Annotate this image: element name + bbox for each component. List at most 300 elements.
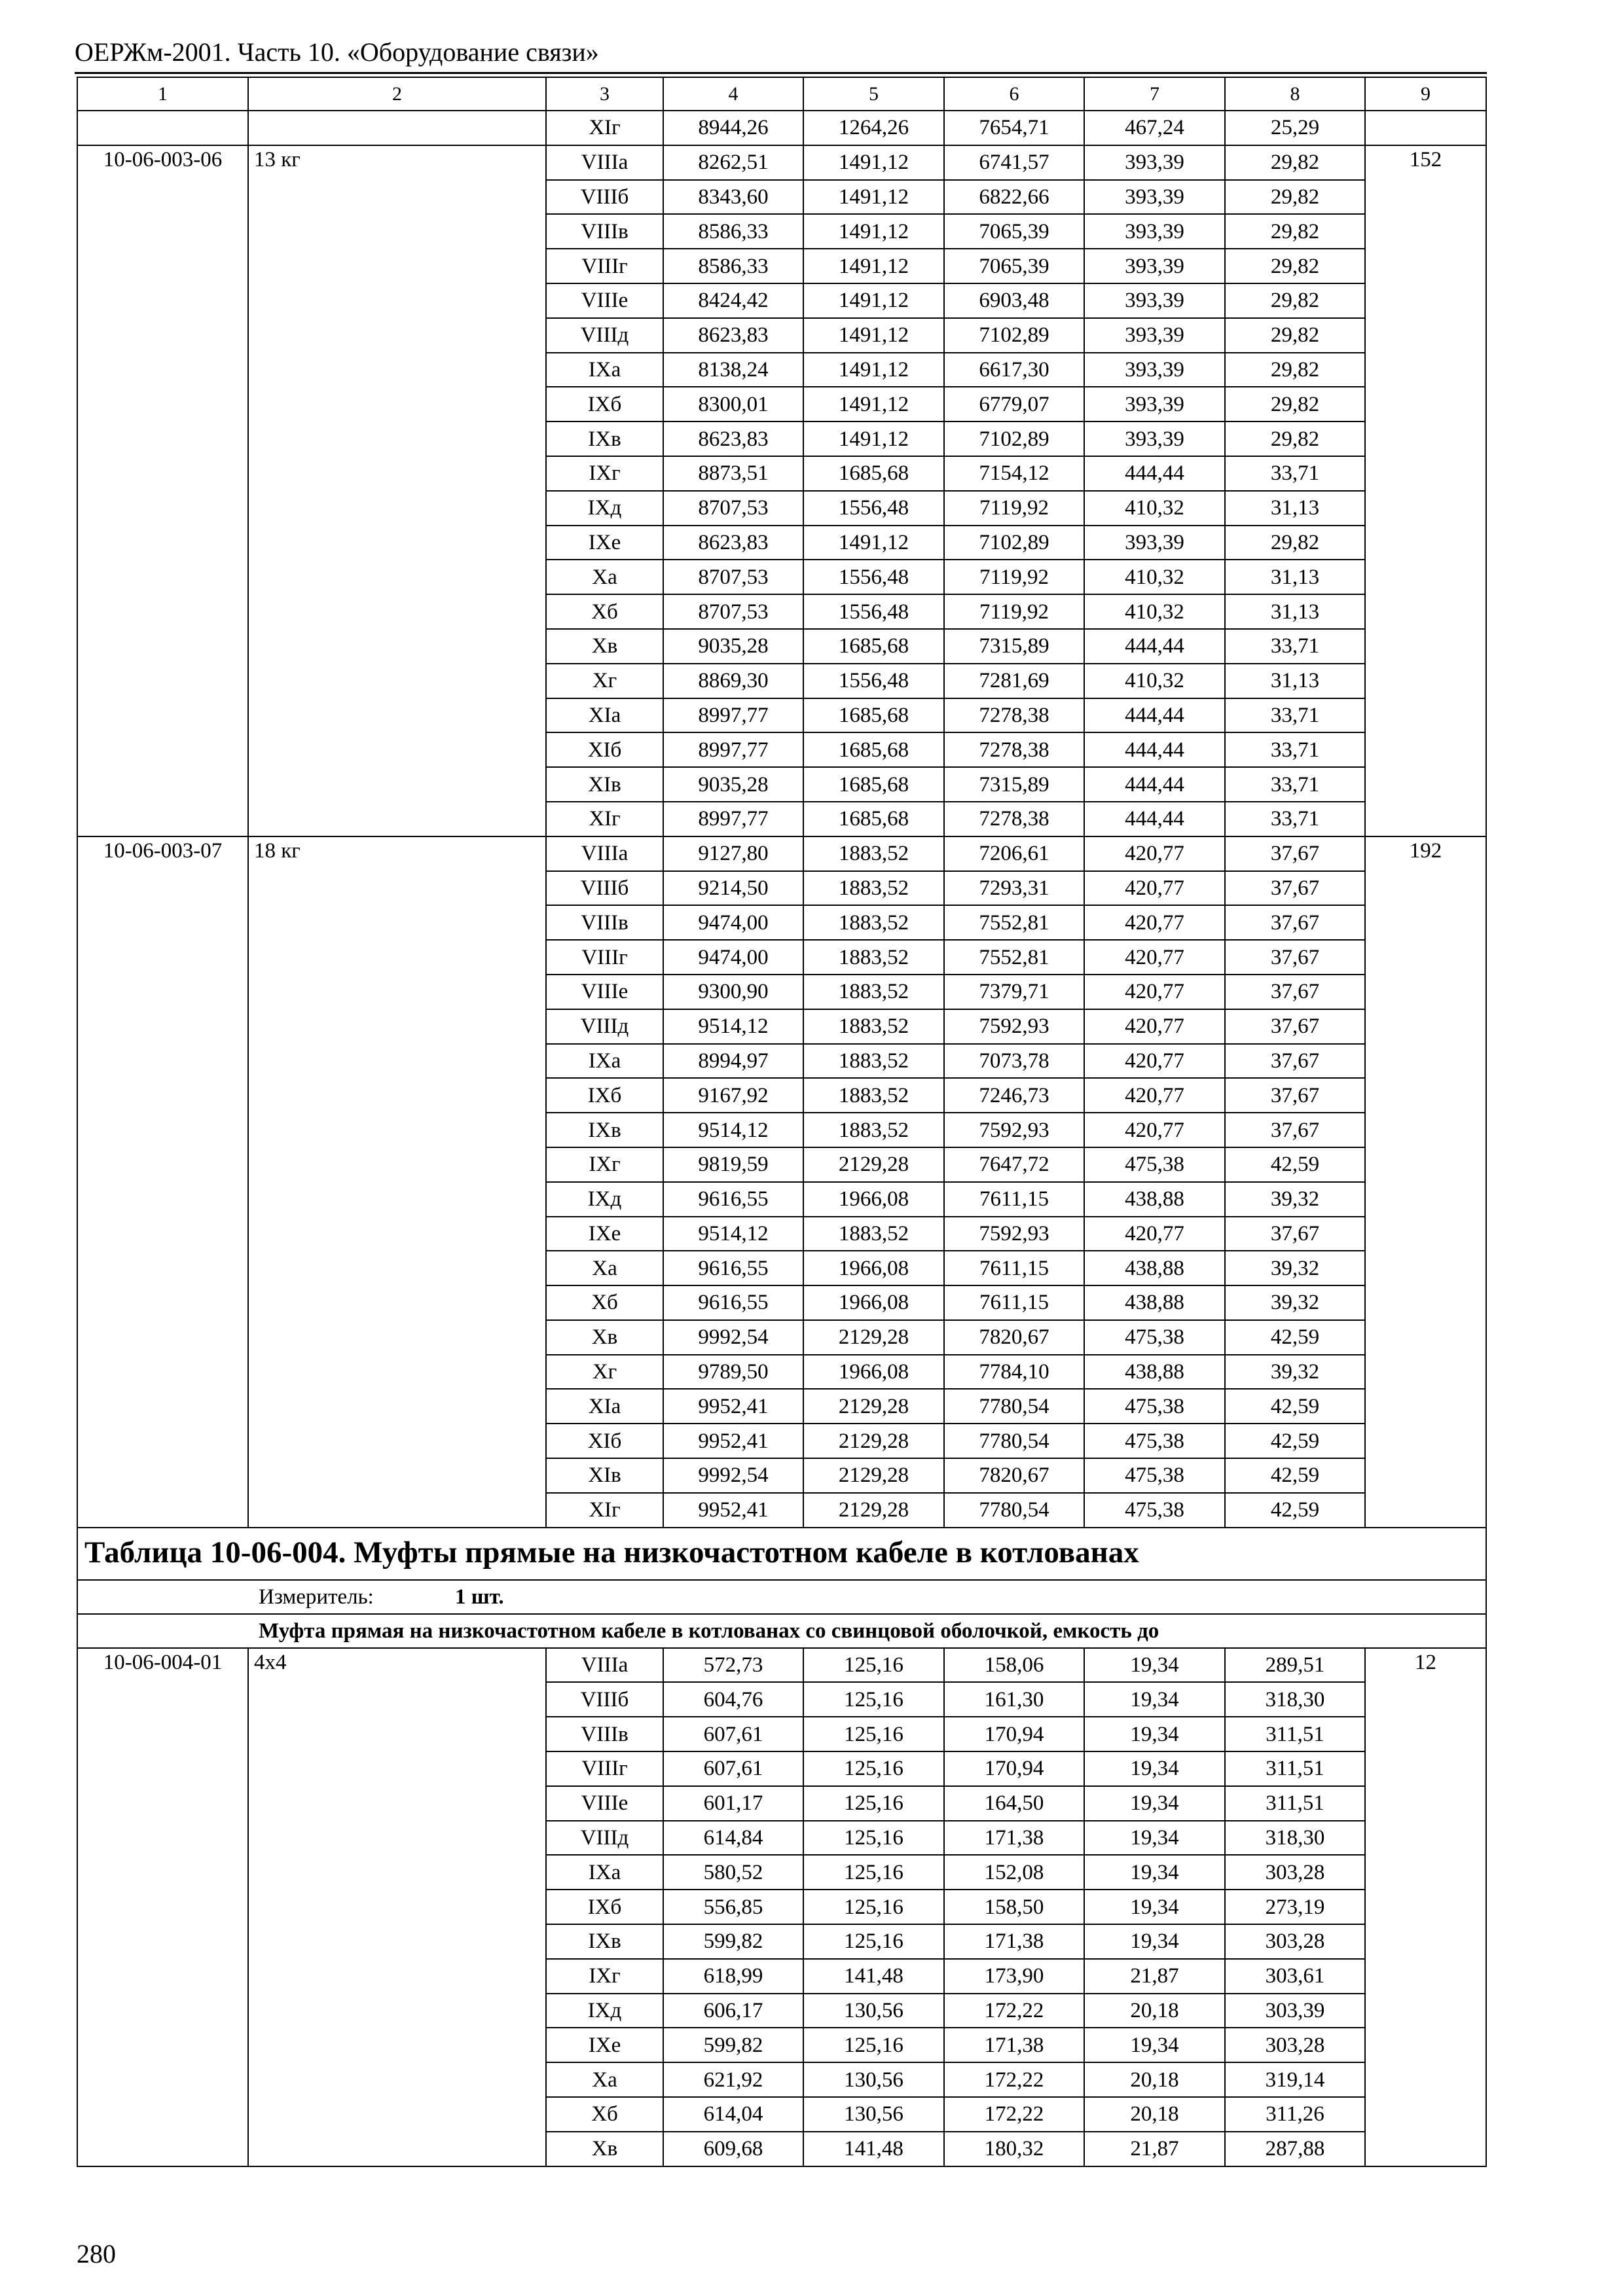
table-cell: 170,94 <box>944 1751 1084 1786</box>
table-cell: 7293,31 <box>944 871 1084 906</box>
table-cell: 8300,01 <box>663 387 803 422</box>
header-rule <box>75 72 1487 74</box>
table-cell: 1685,68 <box>803 629 944 664</box>
table-cell: 130,56 <box>803 2097 944 2132</box>
table-cell: 7780,54 <box>944 1424 1084 1458</box>
table-cell: 1883,52 <box>803 1044 944 1079</box>
table-cell: 33,71 <box>1225 767 1365 802</box>
table-cell: 31,13 <box>1225 491 1365 526</box>
table-cell: 125,16 <box>803 1786 944 1821</box>
table-cell: 9514,12 <box>663 1009 803 1044</box>
table-cell: 311,51 <box>1225 1717 1365 1751</box>
table-title-row <box>77 1528 1486 1580</box>
table-cell: 393,39 <box>1084 526 1225 560</box>
table-cell: 29,82 <box>1225 318 1365 353</box>
table-cell: 7654,71 <box>944 111 1084 145</box>
table-cell: 19,34 <box>1084 1855 1225 1890</box>
table-cell: 7780,54 <box>944 1493 1084 1528</box>
table-cell: 7102,89 <box>944 318 1084 353</box>
table-cell: 39,32 <box>1225 1285 1365 1320</box>
table-cell: 19,34 <box>1084 1786 1225 1821</box>
table-cell: 9127,80 <box>663 836 803 871</box>
measure-row <box>77 1580 1486 1614</box>
table-cell: 311,51 <box>1225 1786 1365 1821</box>
table-cell: 19,34 <box>1084 1682 1225 1717</box>
table-cell: 1883,52 <box>803 1078 944 1113</box>
table-cell: 37,67 <box>1225 975 1365 1009</box>
table-cell: 33,71 <box>1225 698 1365 733</box>
table-cell: IXе <box>546 2028 663 2062</box>
table-cell: 7278,38 <box>944 732 1084 767</box>
table-cell: 1491,12 <box>803 214 944 249</box>
table-cell: 1883,52 <box>803 940 944 975</box>
table-cell: 158,06 <box>944 1648 1084 1683</box>
table-cell: 152,08 <box>944 1855 1084 1890</box>
table-cell: 1883,52 <box>803 1113 944 1147</box>
table-cell: 467,24 <box>1084 111 1225 145</box>
table-cell: Xб <box>546 1285 663 1320</box>
table-cell: 287,88 <box>1225 2132 1365 2166</box>
table-cell: 8707,53 <box>663 594 803 629</box>
table-cell: 9992,54 <box>663 1458 803 1493</box>
column-number: 2 <box>248 77 546 111</box>
table-cell: 420,77 <box>1084 1217 1225 1251</box>
table-cell: 8424,42 <box>663 283 803 318</box>
item-col9: 12 <box>1365 1648 1486 2166</box>
table-cell: 7119,92 <box>944 491 1084 526</box>
table-cell: 125,16 <box>803 1821 944 1856</box>
table-cell: 601,17 <box>663 1786 803 1821</box>
table-cell: VIIIа <box>546 1648 663 1683</box>
table-cell: 444,44 <box>1084 732 1225 767</box>
table-cell: 8944,26 <box>663 111 803 145</box>
table-cell: 29,82 <box>1225 249 1365 283</box>
table-cell: 7820,67 <box>944 1458 1084 1493</box>
table-cell: 7278,38 <box>944 698 1084 733</box>
table-cell: 42,59 <box>1225 1458 1365 1493</box>
table-cell: 173,90 <box>944 1959 1084 1994</box>
table-cell: 1491,12 <box>803 353 944 387</box>
table-cell: 141,48 <box>803 2132 944 2166</box>
table-cell: 6822,66 <box>944 180 1084 215</box>
table-cell: 9992,54 <box>663 1320 803 1355</box>
table-cell: 8707,53 <box>663 560 803 594</box>
table-cell: 6903,48 <box>944 283 1084 318</box>
table-cell: Xб <box>546 2097 663 2132</box>
table-cell: 1685,68 <box>803 767 944 802</box>
table-cell: Xв <box>546 2132 663 2166</box>
table-cell: 37,67 <box>1225 1009 1365 1044</box>
table-cell: XIв <box>546 1458 663 1493</box>
table-cell: 410,32 <box>1084 560 1225 594</box>
table-cell: 1491,12 <box>803 145 944 180</box>
table-cell: IXа <box>546 1044 663 1079</box>
table-cell: 7784,10 <box>944 1355 1084 1390</box>
subheading-row <box>77 1614 1486 1648</box>
table-cell: 1883,52 <box>803 1217 944 1251</box>
table-cell: 42,59 <box>1225 1493 1365 1528</box>
table-cell: XIа <box>546 698 663 733</box>
table-cell: 1491,12 <box>803 249 944 283</box>
table-cell: VIIIв <box>546 214 663 249</box>
table-cell: 303,39 <box>1225 1994 1365 2028</box>
table-cell: 171,38 <box>944 1924 1084 1959</box>
table-cell: 572,73 <box>663 1648 803 1683</box>
table-cell: 318,30 <box>1225 1682 1365 1717</box>
table-cell: 9616,55 <box>663 1251 803 1285</box>
table-cell: 1883,52 <box>803 975 944 1009</box>
table-cell: 9474,00 <box>663 940 803 975</box>
table-cell: 29,82 <box>1225 353 1365 387</box>
table-cell: 7611,15 <box>944 1182 1084 1217</box>
table-cell: 130,56 <box>803 2062 944 2097</box>
measure-value: 1 шт. <box>455 1585 504 1609</box>
table-cell: 1556,48 <box>803 491 944 526</box>
table-cell: 37,67 <box>1225 905 1365 940</box>
table-cell: Xв <box>546 629 663 664</box>
table-cell: 125,16 <box>803 1924 944 1959</box>
table-cell: 303,28 <box>1225 1924 1365 1959</box>
table-cell: 37,67 <box>1225 940 1365 975</box>
table-cell: 8869,30 <box>663 664 803 698</box>
table-row <box>77 111 1486 145</box>
column-number: 9 <box>1365 77 1486 111</box>
table-cell: 1556,48 <box>803 560 944 594</box>
table-cell: Xг <box>546 1355 663 1390</box>
item-code: 10-06-004-01 <box>77 1648 248 2166</box>
table-cell: 8262,51 <box>663 145 803 180</box>
table-cell: 1966,08 <box>803 1251 944 1285</box>
table-title: Таблица 10-06-004. Муфты прямые на низкочастотном кабеле в котлованах <box>77 1528 1486 1580</box>
table-row <box>77 1648 1486 1683</box>
table-cell: 303,61 <box>1225 1959 1365 1994</box>
table-cell: 9167,92 <box>663 1078 803 1113</box>
table-cell: 8343,60 <box>663 180 803 215</box>
table-cell: 7611,15 <box>944 1285 1084 1320</box>
table-cell: 319,14 <box>1225 2062 1365 2097</box>
table-cell: 7154,12 <box>944 456 1084 491</box>
table-cell: 393,39 <box>1084 180 1225 215</box>
table-cell: 180,32 <box>944 2132 1084 2166</box>
column-number: 1 <box>77 77 248 111</box>
table-cell: 1685,68 <box>803 802 944 836</box>
table-cell: 1883,52 <box>803 905 944 940</box>
table-cell: 9789,50 <box>663 1355 803 1390</box>
table-cell: 420,77 <box>1084 1113 1225 1147</box>
table-cell: 125,16 <box>803 1648 944 1683</box>
table-cell: 29,82 <box>1225 387 1365 422</box>
table-cell: 420,77 <box>1084 905 1225 940</box>
table-cell: 614,84 <box>663 1821 803 1856</box>
table-cell: 444,44 <box>1084 456 1225 491</box>
table-cell: 2129,28 <box>803 1458 944 1493</box>
table-cell: 1491,12 <box>803 422 944 456</box>
table-cell: 125,16 <box>803 1751 944 1786</box>
item-code <box>77 111 248 145</box>
table-cell: 599,82 <box>663 1924 803 1959</box>
column-number: 8 <box>1225 77 1365 111</box>
table-cell: 420,77 <box>1084 871 1225 906</box>
table-cell: 2129,28 <box>803 1320 944 1355</box>
table-row <box>77 836 1486 871</box>
table-cell: 7119,92 <box>944 560 1084 594</box>
table-cell: 393,39 <box>1084 387 1225 422</box>
table-cell: 393,39 <box>1084 353 1225 387</box>
table-cell: 9952,41 <box>663 1493 803 1528</box>
table-cell: 7102,89 <box>944 526 1084 560</box>
table-cell: 9616,55 <box>663 1285 803 1320</box>
table-cell: IXб <box>546 1890 663 1924</box>
table-cell: VIIIб <box>546 1682 663 1717</box>
table-cell: 8586,33 <box>663 249 803 283</box>
table-cell: 438,88 <box>1084 1251 1225 1285</box>
page-number: 280 <box>77 2239 116 2269</box>
table-cell: 420,77 <box>1084 1009 1225 1044</box>
table-cell: 29,82 <box>1225 283 1365 318</box>
table-cell: 556,85 <box>663 1890 803 1924</box>
table-cell: 37,67 <box>1225 836 1365 871</box>
table-cell: 1491,12 <box>803 318 944 353</box>
item-code: 10-06-003-07 <box>77 836 248 1528</box>
table-cell: 1556,48 <box>803 664 944 698</box>
table-cell: 607,61 <box>663 1751 803 1786</box>
table-cell: XIв <box>546 767 663 802</box>
table-cell: 170,94 <box>944 1717 1084 1751</box>
table-cell: 9952,41 <box>663 1389 803 1424</box>
table-cell: 475,38 <box>1084 1147 1225 1182</box>
table-cell: 475,38 <box>1084 1424 1225 1458</box>
table-cell: 19,34 <box>1084 1924 1225 1959</box>
table-cell: 7119,92 <box>944 594 1084 629</box>
table-cell: 1491,12 <box>803 283 944 318</box>
table-cell: VIIIе <box>546 283 663 318</box>
column-number: 7 <box>1084 77 1225 111</box>
table-cell: 420,77 <box>1084 1078 1225 1113</box>
table-cell: 125,16 <box>803 2028 944 2062</box>
table-cell: 393,39 <box>1084 249 1225 283</box>
table-cell: IXг <box>546 456 663 491</box>
table-cell: 7820,67 <box>944 1320 1084 1355</box>
table-cell: 2129,28 <box>803 1424 944 1458</box>
table-cell: 19,34 <box>1084 1717 1225 1751</box>
table-cell: 420,77 <box>1084 940 1225 975</box>
column-number: 5 <box>803 77 944 111</box>
table-cell: 33,71 <box>1225 456 1365 491</box>
table-cell: 42,59 <box>1225 1389 1365 1424</box>
table-cell: 19,34 <box>1084 1890 1225 1924</box>
table-cell: Xб <box>546 594 663 629</box>
subheading: Муфта прямая на низкочастотном кабеле в котлованах со свинцовой оболочкой, емкость до <box>77 1614 1486 1648</box>
table-cell: 580,52 <box>663 1855 803 1890</box>
table-cell: 21,87 <box>1084 1959 1225 1994</box>
table-cell: 161,30 <box>944 1682 1084 1717</box>
table-cell: 614,04 <box>663 2097 803 2132</box>
table-cell: 609,68 <box>663 2132 803 2166</box>
table-cell: IXг <box>546 1959 663 1994</box>
table-cell: 393,39 <box>1084 283 1225 318</box>
table-cell: VIIIб <box>546 180 663 215</box>
table-cell: 393,39 <box>1084 422 1225 456</box>
table-cell: 8994,97 <box>663 1044 803 1079</box>
table-cell: 438,88 <box>1084 1285 1225 1320</box>
table-cell: 37,67 <box>1225 871 1365 906</box>
table-cell: 8997,77 <box>663 802 803 836</box>
table-cell: 607,61 <box>663 1717 803 1751</box>
table-cell: 420,77 <box>1084 836 1225 871</box>
table-cell: 9819,59 <box>663 1147 803 1182</box>
table-cell: 29,82 <box>1225 422 1365 456</box>
table-cell: 1491,12 <box>803 180 944 215</box>
table-cell: 7315,89 <box>944 629 1084 664</box>
table-cell: 7611,15 <box>944 1251 1084 1285</box>
table-cell: 393,39 <box>1084 145 1225 180</box>
table-cell: 37,67 <box>1225 1078 1365 1113</box>
item-code: 10-06-003-06 <box>77 145 248 836</box>
table-cell: 125,16 <box>803 1682 944 1717</box>
table-cell: 42,59 <box>1225 1320 1365 1355</box>
table-cell: 7065,39 <box>944 214 1084 249</box>
table-cell: 172,22 <box>944 1994 1084 2028</box>
table-cell: IXг <box>546 1147 663 1182</box>
table-cell: 1685,68 <box>803 456 944 491</box>
table-cell: 1264,26 <box>803 111 944 145</box>
table-cell: 438,88 <box>1084 1182 1225 1217</box>
table-cell: 618,99 <box>663 1959 803 1994</box>
table-cell: 171,38 <box>944 2028 1084 2062</box>
table-cell: 7647,72 <box>944 1147 1084 1182</box>
price-table <box>77 77 1487 2167</box>
table-cell: 621,92 <box>663 2062 803 2097</box>
table-cell: VIIIа <box>546 145 663 180</box>
table-cell: 9300,90 <box>663 975 803 1009</box>
table-cell: 444,44 <box>1084 698 1225 733</box>
table-cell: 9952,41 <box>663 1424 803 1458</box>
table-cell: VIIIе <box>546 1786 663 1821</box>
table-cell: 1556,48 <box>803 594 944 629</box>
table-cell: 20,18 <box>1084 2062 1225 2097</box>
table-cell: 9035,28 <box>663 767 803 802</box>
table-cell: IXд <box>546 1182 663 1217</box>
table-cell: 7073,78 <box>944 1044 1084 1079</box>
table-cell: 9514,12 <box>663 1217 803 1251</box>
table-cell: 410,32 <box>1084 664 1225 698</box>
table-cell: 37,67 <box>1225 1217 1365 1251</box>
table-cell: 8873,51 <box>663 456 803 491</box>
table-cell: 475,38 <box>1084 1389 1225 1424</box>
table-cell: VIIIд <box>546 1821 663 1856</box>
table-cell: 1966,08 <box>803 1355 944 1390</box>
table-cell: 8586,33 <box>663 214 803 249</box>
item-name: 18 кг <box>248 836 546 1528</box>
table-cell: XIа <box>546 1389 663 1424</box>
table-cell: 606,17 <box>663 1994 803 2028</box>
table-cell: 1883,52 <box>803 871 944 906</box>
table-cell: 8138,24 <box>663 353 803 387</box>
table-cell: 410,32 <box>1084 594 1225 629</box>
table-cell: 7592,93 <box>944 1217 1084 1251</box>
table-cell: VIIIв <box>546 905 663 940</box>
table-cell: 39,32 <box>1225 1251 1365 1285</box>
table-cell: 9035,28 <box>663 629 803 664</box>
table-cell: 9214,50 <box>663 871 803 906</box>
table-cell: 29,82 <box>1225 214 1365 249</box>
column-number: 3 <box>546 77 663 111</box>
table-cell: IXе <box>546 1217 663 1251</box>
table-cell: 29,82 <box>1225 526 1365 560</box>
table-cell: 31,13 <box>1225 594 1365 629</box>
table-cell: 8707,53 <box>663 491 803 526</box>
table-cell: 7102,89 <box>944 422 1084 456</box>
table-cell: 7281,69 <box>944 664 1084 698</box>
table-cell: 7278,38 <box>944 802 1084 836</box>
table-cell: IXа <box>546 1855 663 1890</box>
table-cell: 475,38 <box>1084 1493 1225 1528</box>
table-cell: 7592,93 <box>944 1113 1084 1147</box>
table-cell: 8623,83 <box>663 526 803 560</box>
table-cell: IXв <box>546 1113 663 1147</box>
table-cell: 39,32 <box>1225 1355 1365 1390</box>
measure-label: Измеритель: <box>259 1585 374 1609</box>
table-cell: 444,44 <box>1084 802 1225 836</box>
table-cell: 475,38 <box>1084 1458 1225 1493</box>
table-cell: IXв <box>546 422 663 456</box>
table-cell: Xа <box>546 560 663 594</box>
table-cell: 39,32 <box>1225 1182 1365 1217</box>
table-cell: 9616,55 <box>663 1182 803 1217</box>
table-cell: 1685,68 <box>803 698 944 733</box>
item-col9: 152 <box>1365 145 1486 836</box>
table-cell: 475,38 <box>1084 1320 1225 1355</box>
table-cell: XIг <box>546 802 663 836</box>
table-cell: 42,59 <box>1225 1147 1365 1182</box>
table-cell: 29,82 <box>1225 180 1365 215</box>
table-cell: 1491,12 <box>803 387 944 422</box>
item-col9: 192 <box>1365 836 1486 1528</box>
table-cell: 7780,54 <box>944 1389 1084 1424</box>
table-cell: 420,77 <box>1084 975 1225 1009</box>
table-cell: 8997,77 <box>663 732 803 767</box>
table-cell: VIIIа <box>546 836 663 871</box>
table-cell: 1966,08 <box>803 1285 944 1320</box>
table-cell: 444,44 <box>1084 767 1225 802</box>
table-cell: XIг <box>546 111 663 145</box>
table-cell: 444,44 <box>1084 629 1225 664</box>
table-cell: 125,16 <box>803 1855 944 1890</box>
table-cell: 125,16 <box>803 1890 944 1924</box>
table-cell: 31,13 <box>1225 560 1365 594</box>
table-cell: 289,51 <box>1225 1648 1365 1683</box>
table-cell: 393,39 <box>1084 214 1225 249</box>
table-cell: IXв <box>546 1924 663 1959</box>
table-cell: 393,39 <box>1084 318 1225 353</box>
column-number: 6 <box>944 77 1084 111</box>
table-cell: 141,48 <box>803 1959 944 1994</box>
item-name: 4x4 <box>248 1648 546 2166</box>
column-number: 4 <box>663 77 803 111</box>
table-cell: IXд <box>546 1994 663 2028</box>
table-cell: 20,18 <box>1084 1994 1225 2028</box>
table-cell: Xа <box>546 2062 663 2097</box>
table-cell: 303,28 <box>1225 1855 1365 1890</box>
table-cell: 303,28 <box>1225 2028 1365 2062</box>
table-cell: 2129,28 <box>803 1147 944 1182</box>
item-name: 13 кг <box>248 145 546 836</box>
table-cell: 130,56 <box>803 1994 944 2028</box>
running-header: ОЕРЖм-2001. Часть 10. «Оборудование связи» <box>75 37 599 67</box>
table-cell: Xг <box>546 664 663 698</box>
table-cell: 25,29 <box>1225 111 1365 145</box>
table-cell: 1883,52 <box>803 1009 944 1044</box>
